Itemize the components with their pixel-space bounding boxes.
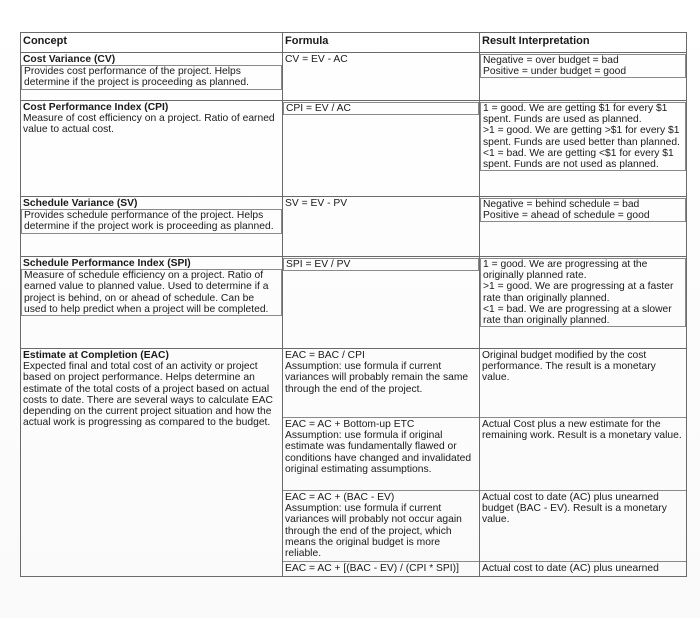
eac-variant	[283, 349, 479, 417]
result-text: 1 = good. We are progressing at the originally planned rate. >1 = good. We are progressing at a faster rate than originally planned. <1 = bad. We are progressing at a slower rate than originally planned.	[480, 258, 686, 327]
table-row	[21, 53, 687, 101]
table-row	[21, 257, 687, 349]
formula-text: EAC = AC + (BAC - EV)	[285, 492, 395, 503]
assumption-text: Assumption: use formula if current variances will probably remain the same through the end of the project.	[285, 361, 469, 395]
result-text: Negative = over budget = bad Positive = under budget = good	[480, 54, 686, 78]
evm-formula-table	[20, 32, 687, 577]
concept-title: Schedule Variance (SV)	[23, 198, 138, 209]
eac-variant	[283, 561, 479, 576]
eac-result	[480, 349, 686, 417]
result-cell	[480, 197, 687, 257]
concept-cell	[21, 101, 283, 197]
formula-cell	[283, 53, 480, 101]
formula-text: CV = EV - AC	[285, 54, 348, 65]
concept-cell	[21, 257, 283, 349]
result-text: Actual Cost plus a new estimate for the remaining work. Result is a monetary value.	[482, 419, 682, 442]
table-row	[21, 101, 687, 197]
result-text: 1 = good. We are getting $1 for every $1 spent. Funds are used as planned. >1 = good. We are getting >$1 for every $1 spent. Funds are used better than planned. <1 = bad. We are getting <$1 for every $1 spent. Funds are not used as planned.	[480, 102, 686, 171]
concept-description: Expected final and total cost of an activity or project based on project performance. Helps determine an estimate of the total costs of a project based on actual costs to date. There are several ways to calculate EAC depending on the current project situation and how the actual work is progressing as compared to the budget.	[23, 361, 273, 429]
table-row	[21, 349, 687, 577]
concept-title: Cost Variance (CV)	[23, 54, 116, 65]
concept-description: Measure of cost efficiency on a project. Ratio of earned value to actual cost.	[23, 113, 275, 136]
formula-cell	[283, 197, 480, 257]
concept-header: Concept	[21, 33, 283, 53]
formula-header: Formula	[283, 33, 480, 53]
result-header: Result Interpretation	[480, 33, 687, 53]
concept-cell	[21, 53, 283, 101]
concept-cell	[21, 197, 283, 257]
result-text: Actual cost to date (AC) plus unearned budget (BAC - EV). Result is a monetary value.	[482, 492, 667, 526]
result-text: Negative = behind schedule = bad Positive = ahead of schedule = good	[480, 198, 686, 222]
formula-cell	[283, 349, 480, 577]
concept-title: Estimate at Completion (EAC)	[23, 350, 169, 361]
result-cell	[480, 257, 687, 349]
result-text: Actual cost to date (AC) plus unearned	[482, 563, 659, 574]
formula-text: EAC = AC + Bottom-up ETC	[285, 419, 415, 430]
eac-result	[480, 490, 686, 561]
formula-text: CPI = EV / AC	[283, 102, 479, 115]
result-cell	[480, 53, 687, 101]
concept-title: Schedule Performance Index (SPI)	[23, 258, 191, 269]
concept-description: Measure of schedule efficiency on a project. Ratio of earned value to planned value. Used to determine if a project is behind, on or ahead of schedule. Can be used to help predict when a project will be completed.	[21, 269, 282, 316]
header-row	[21, 33, 687, 53]
result-cell	[480, 349, 687, 577]
concept-cell	[21, 349, 283, 577]
concept-description: Provides cost performance of the project. Helps determine if the project is proceeding as planned.	[21, 65, 282, 89]
eac-result	[480, 417, 686, 490]
eac-result	[480, 561, 686, 576]
eac-variant	[283, 417, 479, 490]
assumption-text: Assumption: use formula if original estimate was fundamentally flawed or conditions have changed and invalidated original estimating assumptions.	[285, 430, 472, 475]
formula-text: EAC = AC + [(BAC - EV) / (CPI * SPI)]	[285, 563, 459, 574]
formula-cell	[283, 101, 480, 197]
formula-text: SV = EV - PV	[285, 198, 348, 209]
formula-text: EAC = BAC / CPI	[285, 350, 365, 361]
eac-variant	[283, 490, 479, 561]
table-row	[21, 197, 687, 257]
assumption-text: Assumption: use formula if current variances will probably not occur again through the end of the project, which means the original budget is more reliable.	[285, 503, 462, 560]
result-cell	[480, 101, 687, 197]
concept-title: Cost Performance Index (CPI)	[23, 102, 169, 113]
formula-cell	[283, 257, 480, 349]
formula-text: SPI = EV / PV	[283, 258, 479, 271]
concept-description: Provides schedule performance of the project. Helps determine if the project work is proceeding as planned.	[21, 209, 282, 233]
result-text: Original budget modified by the cost performance. The result is a monetary value.	[482, 350, 656, 384]
